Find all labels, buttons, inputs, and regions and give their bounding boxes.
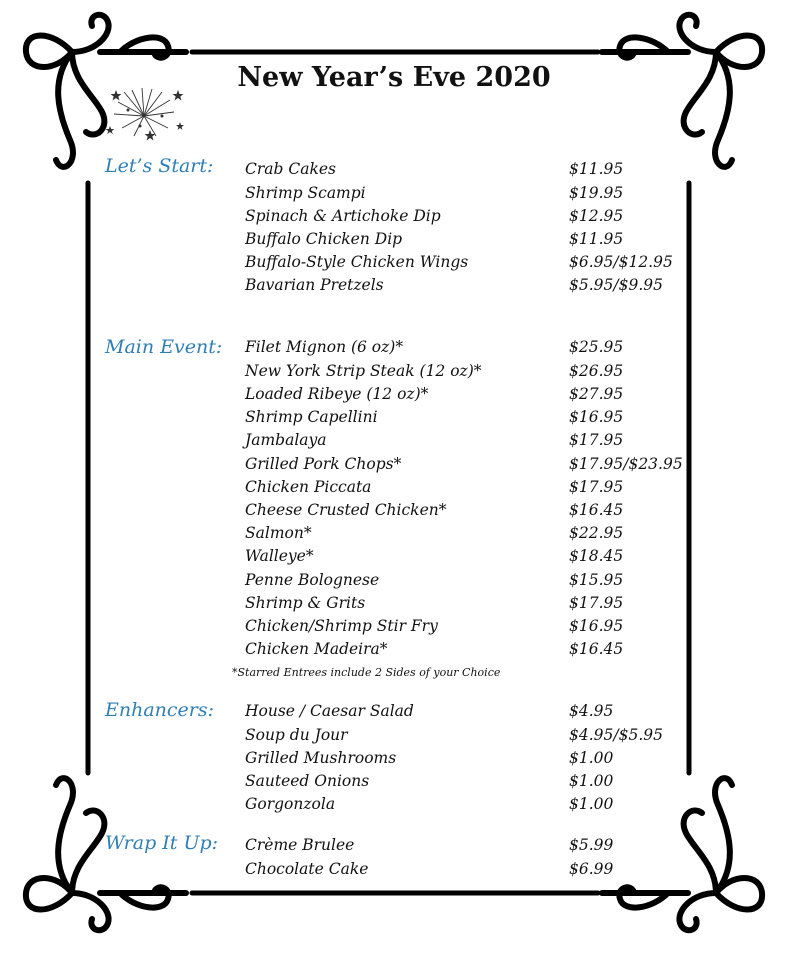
menu-item-name: Penne Bolognese — [245, 571, 380, 589]
menu-item-price: $17.95 — [569, 431, 624, 449]
menu-item-name: Shrimp Scampi — [245, 184, 366, 202]
menu-item-price: $16.95 — [569, 408, 624, 426]
menu-item-price: $18.45 — [569, 547, 624, 565]
menu-item-price: $4.95/$5.95 — [569, 726, 663, 744]
menu-item-name: Walleye* — [245, 547, 314, 565]
menu-item-price: $12.95 — [569, 207, 624, 225]
menu-item-price: $17.95/$23.95 — [569, 455, 683, 473]
category-wrap-it-up: Wrap It Up: — [105, 832, 219, 854]
menu-item-name: Sauteed Onions — [245, 772, 370, 790]
menu-item-name: Chicken Madeira* — [245, 640, 388, 658]
menu-item-price: $17.95 — [569, 478, 624, 496]
menu-item-price: $17.95 — [569, 594, 624, 612]
menu-item-price: $6.99 — [569, 860, 614, 878]
menu-item-price: $5.95/$9.95 — [569, 276, 663, 294]
menu-item-price: $16.45 — [569, 640, 624, 658]
scroll-heart-icon — [26, 778, 186, 930]
menu-item-name: Shrimp Capellini — [245, 408, 378, 426]
menu-item-name: Chocolate Cake — [245, 860, 369, 878]
menu-item-name: Grilled Pork Chops* — [245, 455, 402, 473]
menu-item-price: $11.95 — [569, 160, 624, 178]
menu-item-name: Loaded Ribeye (12 oz)* — [245, 385, 429, 403]
menu-item-name: House / Caesar Salad — [245, 702, 414, 720]
menu-item-name: New York Strip Steak (12 oz)* — [245, 362, 482, 380]
menu-item-price: $4.95 — [569, 702, 614, 720]
menu-item-price: $26.95 — [569, 362, 624, 380]
menu-item-name: Grilled Mushrooms — [245, 749, 397, 767]
starred-entrees-note: *Starred Entrees include 2 Sides of your Choice — [232, 666, 501, 679]
menu-item-price: $11.95 — [569, 230, 624, 248]
category-enhancers: Enhancers: — [105, 699, 215, 721]
menu-item-name: Shrimp & Grits — [245, 594, 366, 612]
menu-item-name: Soup du Jour — [245, 726, 348, 744]
menu-item-price: $25.95 — [569, 338, 624, 356]
menu-item-name: Gorgonzola — [245, 795, 336, 813]
scroll-heart-icon — [602, 778, 762, 930]
menu-item-name: Salmon* — [245, 524, 312, 542]
menu-item-name: Cheese Crusted Chicken* — [245, 501, 447, 519]
menu-item-price: $6.95/$12.95 — [569, 253, 673, 271]
menu-item-price: $16.95 — [569, 617, 624, 635]
menu-item-price: $5.99 — [569, 836, 614, 854]
menu-item-price: $1.00 — [569, 772, 614, 790]
menu-item-price: $15.95 — [569, 571, 624, 589]
menu-item-name: Buffalo Chicken Dip — [245, 230, 403, 248]
fireworks-icon — [104, 86, 188, 146]
category-lets-start: Let’s Start: — [105, 155, 214, 177]
category-main-event: Main Event: — [105, 336, 223, 358]
menu-item-price: $16.45 — [569, 501, 624, 519]
menu-item-price: $22.95 — [569, 524, 624, 542]
menu-item-name: Chicken Piccata — [245, 478, 372, 496]
menu-item-name: Filet Mignon (6 oz)* — [245, 338, 404, 356]
page-title: New Year’s Eve 2020 — [237, 62, 551, 93]
menu-item-name: Chicken/Shrimp Stir Fry — [245, 617, 438, 635]
menu-item-price: $1.00 — [569, 795, 614, 813]
menu-item-price: $27.95 — [569, 385, 624, 403]
menu-item-name: Spinach & Artichoke Dip — [245, 207, 441, 225]
menu-item-name: Buffalo-Style Chicken Wings — [245, 253, 469, 271]
menu-item-name: Crème Brulee — [245, 836, 355, 854]
menu-item-name: Bavarian Pretzels — [245, 276, 384, 294]
menu-item-price: $19.95 — [569, 184, 624, 202]
menu-item-name: Jambalaya — [245, 431, 327, 449]
menu-item-price: $1.00 — [569, 749, 614, 767]
menu-item-name: Crab Cakes — [245, 160, 336, 178]
